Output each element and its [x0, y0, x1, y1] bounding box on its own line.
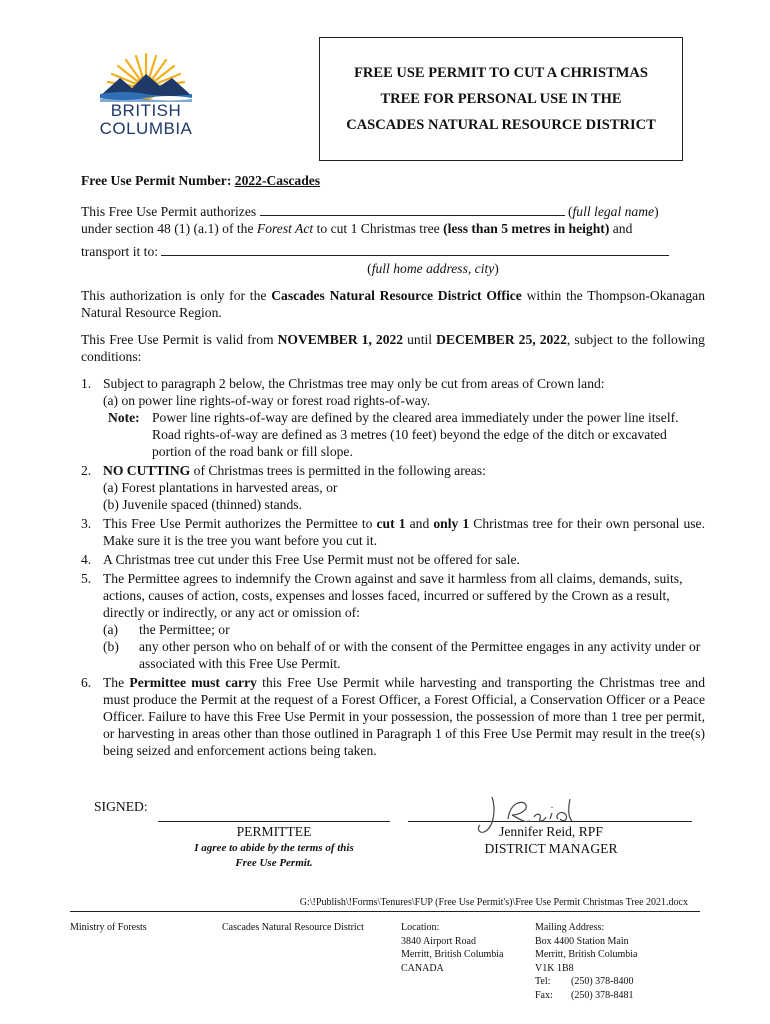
condition-6-text-b: this Free Use Permit while harvesting and transporting the Christmas tree and must produce the Permit at the request of a Forest Officer, a Forest Official, a Conservation Officer or a Peace Officer. Failure to have this Free Use Permit in your possession, the possession of more than 1 tree per permit, or harvesting in areas other than those outlined in Paragraph 1 of this Free Use Permit may result in the tree(s) being seized and enforcement actions being taken. — [103, 675, 706, 758]
location-city: Merritt, British Columbia — [401, 949, 504, 960]
mailing-label: Mailing Address: — [535, 922, 605, 933]
authorization-text-a: This authorization is only for the — [81, 288, 267, 303]
logo-line-1: BRITISH — [110, 101, 182, 120]
valid-to-date: DECEMBER 25, 2022 — [436, 332, 567, 347]
footer-divider — [70, 911, 700, 912]
fax-number: (250) 378-8481 — [571, 989, 634, 1001]
permit-number-label: Free Use Permit Number: — [81, 173, 232, 188]
footer-location — [401, 921, 504, 975]
authorizes-prefix: This Free Use Permit authorizes — [81, 204, 257, 219]
sun-mountains-graphic — [86, 50, 206, 102]
condition-number: 5. — [81, 571, 92, 586]
location-label: Location: — [401, 922, 440, 933]
forest-act: Forest Act — [256, 221, 314, 236]
agreement-note — [158, 841, 390, 871]
condition-5 — [81, 570, 705, 672]
note-label: Note: — [108, 410, 140, 425]
condition-number: 6. — [81, 675, 92, 690]
district-paragraph — [81, 287, 705, 321]
signature-area — [94, 797, 704, 877]
mailing-city: Merritt, British Columbia — [535, 949, 638, 960]
condition-4 — [81, 551, 705, 568]
sub-label: (b) — [103, 639, 119, 654]
condition-5-sub-a — [103, 621, 705, 638]
validity-until: until — [407, 332, 433, 347]
legal-name-hint: full legal name — [572, 204, 655, 219]
location-street: 3840 Airport Road — [401, 935, 476, 947]
cut-tree-text: to cut 1 Christmas tree — [316, 221, 440, 236]
title-line-2: TREE FOR PERSONAL USE IN THE — [380, 91, 622, 107]
condition-number: 1. — [81, 376, 92, 391]
signed-label: SIGNED: — [94, 799, 148, 814]
manager-role: DISTRICT MANAGER — [484, 841, 618, 856]
tel-number: (250) 378-8400 — [571, 976, 634, 987]
telephone — [535, 975, 638, 989]
validity-text-b: , subject to the following conditions: — [81, 332, 705, 364]
tel-label: Tel: — [535, 976, 551, 987]
condition-6-text-a: The — [103, 675, 125, 690]
condition-number: 2. — [81, 463, 92, 478]
conditions-list — [81, 375, 705, 759]
sub-text: the Permittee; or — [139, 622, 230, 637]
validity-paragraph — [81, 331, 705, 365]
note-power-line: Power line rights-of-way are defined by the cleared area immediately under the power line itself. — [152, 410, 679, 425]
and-text: and — [612, 221, 633, 236]
fax-label: Fax: — [535, 989, 553, 1001]
condition-5-text: The Permittee agrees to indemnify the Crown against and save it harmless from all claims, demands, suits, actions, causes of action, costs, expenses and losses faced, incurred or suffered by the Crown as a result, directly or indirectly, or any act or omission of: — [103, 571, 683, 620]
sub-text: any other person who on behalf of or with the consent of the Permittee engages in any activity under or associated with this Free Use Permit. — [139, 639, 701, 671]
transport-line — [81, 243, 705, 260]
condition-6 — [81, 674, 705, 759]
cut-one: cut 1 — [376, 516, 406, 531]
permit-number-value: 2022-Cascades — [234, 173, 321, 188]
mailing-postal: V1K 1B8 — [535, 962, 574, 974]
validity-text-a: This Free Use Permit is valid from — [81, 332, 274, 347]
condition-number: 3. — [81, 516, 92, 531]
permit-number — [81, 172, 705, 189]
condition-number: 4. — [81, 552, 92, 567]
permittee-label: PERMITTEE — [236, 824, 312, 839]
home-address-field[interactable] — [161, 244, 669, 256]
file-path: G:\!Publish\!Forms\Tenures\FUP (Free Use Permit's)\Free Use Permit Christmas Tree 2021.docx — [299, 897, 688, 908]
height-rule: (less than 5 metres in height) — [443, 221, 610, 236]
footer-mailing — [535, 921, 638, 1002]
no-cutting: NO CUTTING — [103, 463, 191, 478]
footer-ministry: Ministry of Forests — [70, 922, 147, 933]
section-text: under section 48 (1) (a.1) of the — [81, 221, 254, 236]
address-hint: full home address, city — [371, 261, 495, 276]
permit-body — [81, 172, 705, 759]
condition-1-note — [103, 409, 705, 460]
condition-3-text-b: Christmas tree for their own personal use. Make sure it is the tree you want before you cut it. — [103, 516, 705, 548]
bc-logo — [86, 50, 206, 145]
agreement-line-2: Free Use Permit. — [235, 857, 313, 869]
agreement-line-1: I agree to abide by the terms of this — [194, 842, 354, 854]
permittee-must-carry: Permittee must carry — [129, 675, 257, 690]
valid-from-date: NOVEMBER 1, 2022 — [277, 332, 404, 347]
only-one: only 1 — [433, 516, 470, 531]
location-country: CANADA — [401, 962, 444, 974]
condition-1-text: Subject to paragraph 2 below, the Christmas tree may only be cut from areas of Crown land: — [103, 376, 605, 391]
authorization-text-b: within the Thompson-Okanagan Natural Resource Region. — [81, 288, 706, 320]
legal-name-field[interactable] — [260, 204, 565, 216]
sub-label: (a) — [103, 622, 119, 637]
transport-label: transport it to: — [81, 244, 159, 259]
manager-name: Jennifer Reid, RPF — [499, 824, 603, 839]
title-line-1: FREE USE PERMIT TO CUT A CHRISTMAS — [354, 65, 648, 81]
mailing-box: Box 4400 Station Main — [535, 935, 629, 947]
condition-2-sub-a: (a) Forest plantations in harvested areas, or — [103, 480, 338, 495]
logo-wordmark — [86, 102, 206, 138]
address-hint-line: (full home address, city) — [367, 261, 499, 276]
authorization-paragraph: This Free Use Permit authorizes (full legal name) under section 48 (1) (a.1) of the Forest Act to cut 1 Christmas tree (less than 5 metres in height) and — [81, 204, 659, 236]
condition-4-text: A Christmas tree cut under this Free Use Permit must not be offered for sale. — [103, 552, 520, 567]
note-road: Road rights-of-way are defined as 3 metres (10 feet) beyond the edge of the ditch or excavated portion of the road bank or fill slope. — [152, 427, 667, 459]
condition-3-text-a: This Free Use Permit authorizes the Permittee to — [103, 516, 373, 531]
condition-5-sub-b — [103, 638, 705, 672]
title-box — [319, 37, 683, 161]
condition-1-sub-a: (a) on power line rights-of-way or forest road rights-of-way. — [103, 393, 431, 408]
document-title — [331, 60, 671, 138]
title-line-3: CASCADES NATURAL RESOURCE DISTRICT — [346, 117, 656, 133]
condition-2-text: of Christmas trees is permitted in the following areas: — [193, 463, 486, 478]
condition-3 — [81, 515, 705, 549]
condition-1 — [81, 375, 705, 460]
permittee-signature-line[interactable] — [158, 821, 390, 822]
condition-2-sub-b: (b) Juvenile spaced (thinned) stands. — [103, 497, 302, 512]
logo-line-2: COLUMBIA — [99, 119, 193, 138]
condition-3-and: and — [409, 516, 430, 531]
condition-2 — [81, 462, 705, 513]
fax — [535, 989, 638, 1003]
footer-district: Cascades Natural Resource District — [222, 922, 364, 933]
district-office: Cascades Natural Resource District Office — [271, 288, 522, 303]
